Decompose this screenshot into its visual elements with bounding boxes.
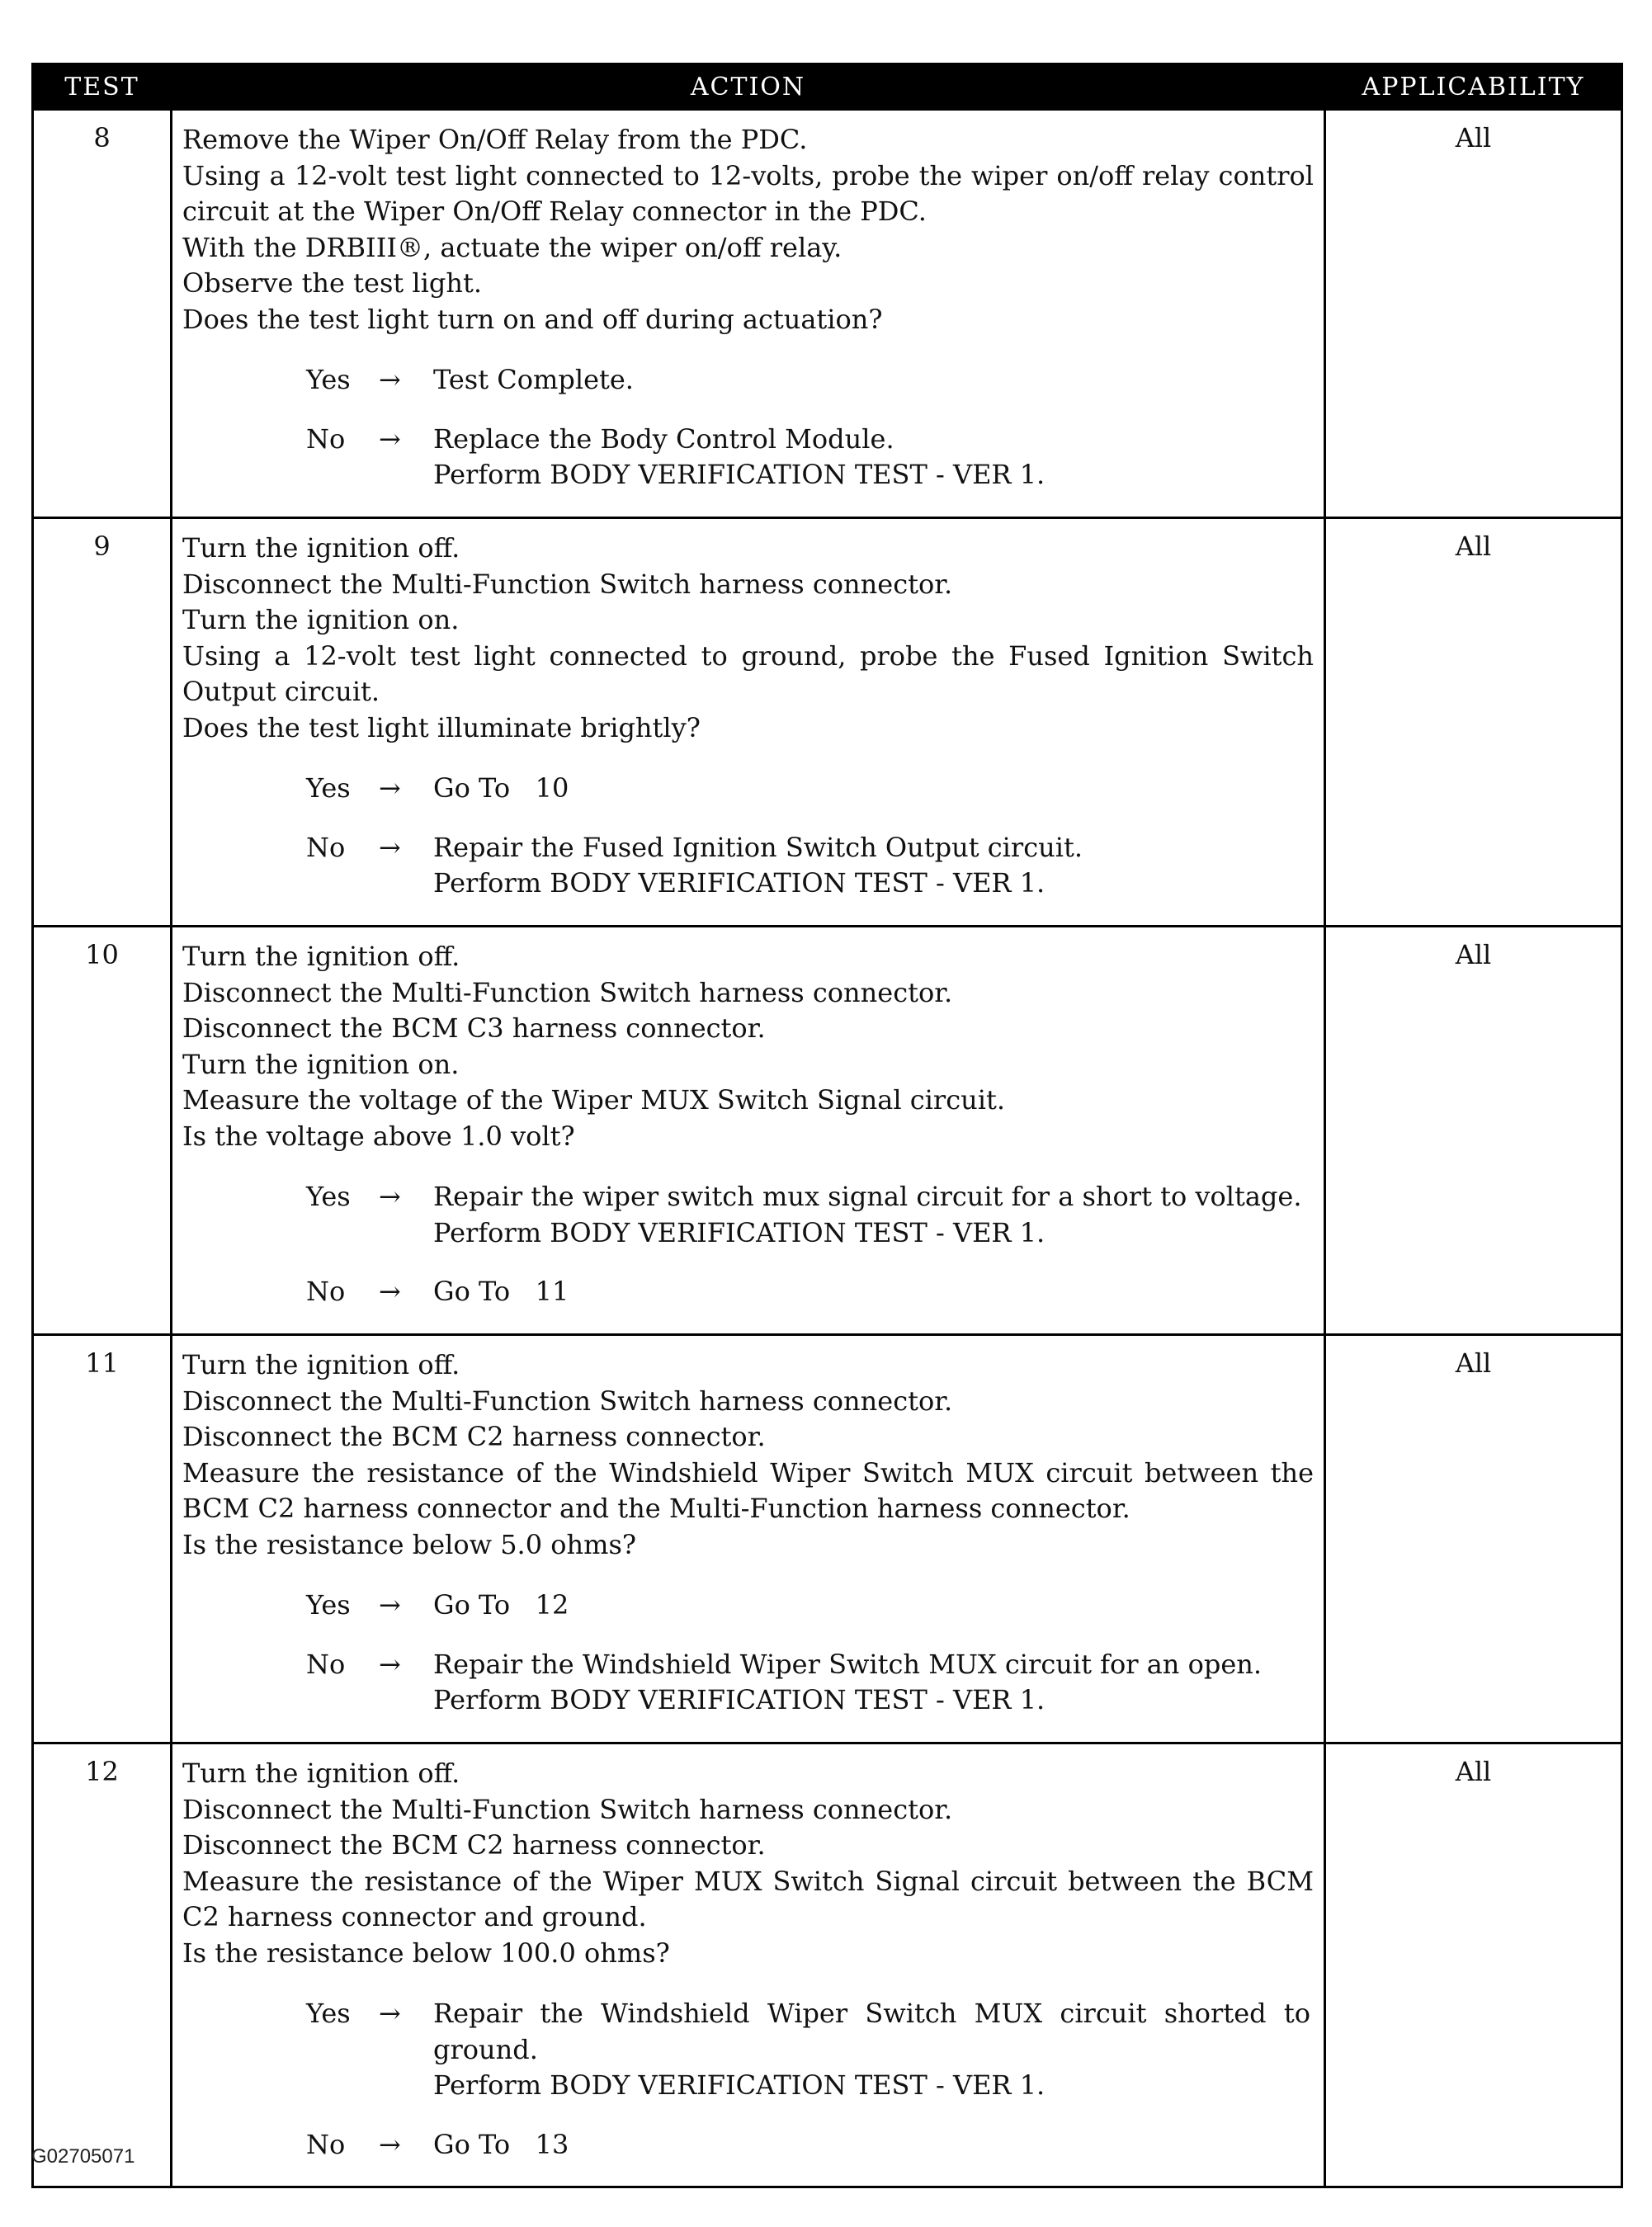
answer-label: No (306, 1648, 346, 1680)
table-header-row (33, 64, 1622, 110)
arrow-right-icon: → (379, 831, 401, 863)
answer-text (433, 1179, 1314, 1251)
action-step: With the DRBIII®, actuate the wiper on/off relay. (182, 231, 843, 263)
header-action: ACTION (172, 64, 1325, 110)
answer-text (433, 2127, 1314, 2163)
action-step: Disconnect the BCM C2 harness connector. (182, 1829, 766, 1861)
answer-label: Yes (306, 1181, 351, 1212)
answer-line: Go To 11 (433, 1276, 569, 1307)
figure-code: G02705071 (31, 2145, 135, 2168)
answer-text (433, 362, 1314, 399)
action-cell (172, 1743, 1325, 2187)
action-step: Using a 12-volt test light connected to 12-volts, probe the wiper on/off relay control circuit at the Wiper On/Off Relay connector in the PDC. (182, 159, 1314, 227)
answer-line: Repair the Windshield Wiper Switch MUX circuit shorted to ground. (433, 1998, 1319, 2065)
applicability-cell: All (1325, 518, 1622, 927)
answer-line: Go To 13 (433, 2128, 569, 2160)
test-number: 8 (33, 110, 172, 518)
arrow-right-icon: → (379, 1998, 401, 2029)
answer-text (433, 771, 1314, 807)
answer-text (433, 1647, 1314, 1719)
answer-line: Repair the wiper switch mux signal circuit for a short to voltage. (433, 1181, 1302, 1212)
action-step: Disconnect the Multi-Function Switch harness connector. (182, 1385, 953, 1417)
action-step: Turn the ignition on. (182, 1048, 460, 1080)
action-step: Disconnect the Multi-Function Switch harness connector. (182, 568, 953, 600)
action-step: Turn the ignition on. (182, 604, 460, 635)
answer-line: Perform BODY VERIFICATION TEST - VER 1. (433, 1684, 1045, 1715)
answer-no (182, 2127, 1314, 2163)
action-step: Turn the ignition off. (182, 1349, 460, 1380)
answer-label: No (306, 1276, 346, 1307)
test-number: 12 (33, 1743, 172, 2187)
applicability-cell: All (1325, 110, 1622, 518)
answer-list (182, 771, 1314, 902)
applicability-cell: All (1325, 927, 1622, 1335)
table-row (33, 110, 1622, 518)
action-step: Turn the ignition off. (182, 1758, 460, 1789)
action-step: Does the test light turn on and off during actuation? (182, 303, 883, 335)
header-applicability: APPLICABILITY (1325, 64, 1622, 110)
table-body (33, 110, 1622, 2187)
action-step: Disconnect the BCM C2 harness connector. (182, 1421, 766, 1452)
arrow-right-icon: → (379, 1648, 401, 1680)
arrow-right-icon: → (379, 1276, 401, 1307)
answer-label: No (306, 2128, 346, 2160)
answer-list (182, 1588, 1314, 1719)
answer-text (433, 1996, 1319, 2104)
action-step: Is the resistance below 100.0 ohms? (182, 1937, 670, 1969)
arrow-right-icon: → (379, 1589, 401, 1621)
action-step: Disconnect the BCM C3 harness connector. (182, 1012, 766, 1044)
answer-yes (182, 362, 1314, 399)
answer-no (182, 1647, 1314, 1719)
arrow-right-icon: → (379, 1181, 401, 1212)
action-step: Measure the voltage of the Wiper MUX Switch Signal circuit. (182, 1084, 1005, 1116)
answer-text (433, 422, 1314, 493)
answer-list (182, 1179, 1314, 1310)
action-step: Remove the Wiper On/Off Relay from the PDC. (182, 124, 808, 155)
test-number: 9 (33, 518, 172, 927)
action-step: Using a 12-volt test light connected to ground, probe the Fused Ignition Switch Output circuit. (182, 639, 1314, 707)
answer-no (182, 830, 1314, 902)
table-row (33, 518, 1622, 927)
action-cell (172, 927, 1325, 1335)
table-row (33, 1743, 1622, 2187)
action-step: Turn the ignition off. (182, 941, 460, 972)
applicability-cell: All (1325, 1335, 1622, 1743)
answer-list (182, 362, 1314, 493)
action-step: Turn the ignition off. (182, 532, 460, 564)
answer-line: Repair the Fused Ignition Switch Output circuit. (433, 831, 1083, 863)
action-step: Measure the resistance of the Windshield Wiper Switch MUX circuit between the BCM C2 harness connector and the Multi-Function harness connector. (182, 1456, 1314, 1524)
answer-line: Go To 12 (433, 1589, 569, 1621)
answer-line: Test Complete. (433, 364, 634, 395)
arrow-right-icon: → (379, 772, 401, 804)
action-step: Disconnect the Multi-Function Switch harness connector. (182, 976, 953, 1008)
answer-label: No (306, 831, 346, 863)
answer-label: Yes (306, 1589, 351, 1621)
answer-line: Perform BODY VERIFICATION TEST - VER 1. (433, 1216, 1045, 1248)
answer-no (182, 422, 1314, 493)
answer-list (182, 1996, 1319, 2163)
answer-yes (182, 1588, 1314, 1624)
answer-line: Repair the Windshield Wiper Switch MUX circuit for an open. (433, 1648, 1263, 1680)
arrow-right-icon: → (379, 422, 401, 455)
answer-yes (182, 1179, 1314, 1251)
action-step: Does the test light illuminate brightly? (182, 711, 701, 743)
test-number: 10 (33, 927, 172, 1335)
action-step: Is the resistance below 5.0 ohms? (182, 1528, 637, 1560)
test-table (31, 63, 1623, 2188)
action-step: Is the voltage above 1.0 volt? (182, 1120, 575, 1152)
answer-text (433, 1274, 1314, 1310)
table-row (33, 1335, 1622, 1743)
test-number: 11 (33, 1335, 172, 1743)
action-cell (172, 518, 1325, 927)
action-cell (172, 1335, 1325, 1743)
header-test: TEST (33, 64, 172, 110)
answer-line: Replace the Body Control Module. (433, 422, 894, 455)
answer-label: Yes (306, 1998, 351, 2029)
action-step: Measure the resistance of the Wiper MUX Switch Signal circuit between the BCM C2 harness connector and ground. (182, 1865, 1314, 1932)
arrow-right-icon: → (379, 2128, 401, 2160)
answer-line: Go To 10 (433, 772, 569, 804)
action-cell (172, 110, 1325, 518)
answer-label: No (306, 422, 346, 455)
answer-yes (182, 771, 1314, 807)
answer-text (433, 830, 1314, 902)
answer-no (182, 1274, 1314, 1310)
answer-label: Yes (306, 772, 351, 804)
answer-yes (182, 1996, 1319, 2104)
action-step: Disconnect the Multi-Function Switch harness connector. (182, 1793, 953, 1825)
answer-line: Perform BODY VERIFICATION TEST - VER 1. (433, 459, 1045, 490)
arrow-right-icon: → (379, 364, 401, 395)
table-row (33, 927, 1622, 1335)
answer-label: Yes (306, 364, 351, 395)
answer-text (433, 1588, 1314, 1624)
applicability-cell: All (1325, 1743, 1622, 2187)
answer-line: Perform BODY VERIFICATION TEST - VER 1. (433, 867, 1045, 899)
answer-line: Perform BODY VERIFICATION TEST - VER 1. (433, 2069, 1045, 2101)
action-step: Observe the test light. (182, 267, 482, 299)
